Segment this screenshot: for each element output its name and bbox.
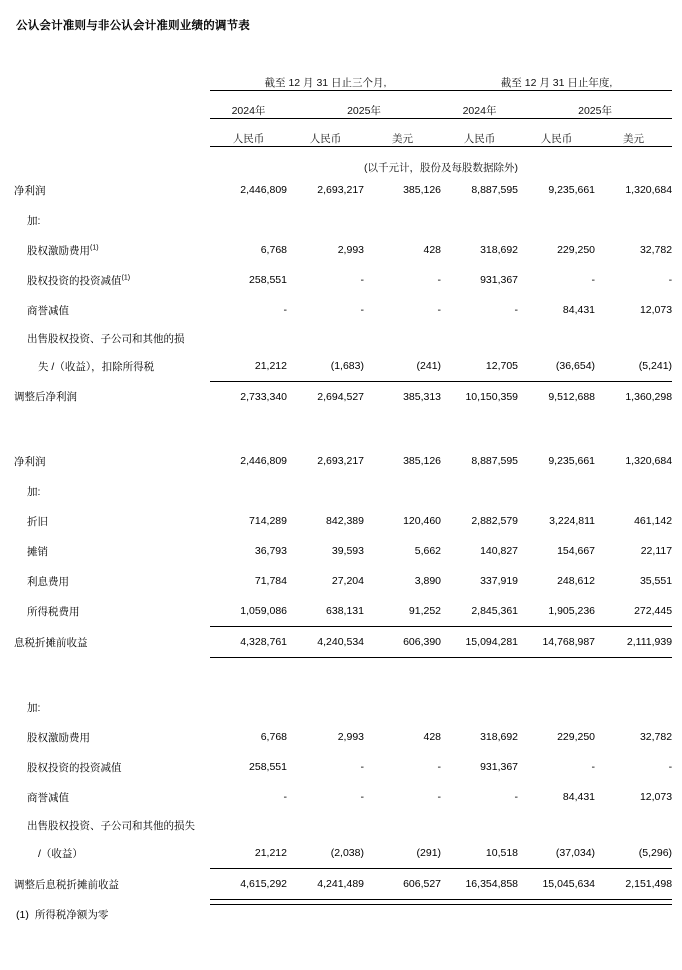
row-value: - xyxy=(591,274,596,286)
rule-segment xyxy=(364,900,441,905)
table-row xyxy=(14,382,672,413)
header-currency-4: 人民币 xyxy=(441,119,518,147)
header-row-units xyxy=(14,147,672,176)
row-value: 9,235,661 xyxy=(548,184,596,196)
rule-segment xyxy=(441,900,518,905)
row-value xyxy=(287,476,364,506)
row-value: 337,919 xyxy=(480,575,519,587)
header-year-q-2025: 2025年 xyxy=(287,91,441,119)
row-value: (5,241) xyxy=(638,360,673,372)
row-value: - xyxy=(283,791,287,803)
row-value: 154,667 xyxy=(557,545,596,557)
footnote-mark: (1) xyxy=(16,909,29,921)
row-footnote-marker: (1) xyxy=(121,274,131,281)
header-spacer-years xyxy=(14,91,210,119)
table-row xyxy=(14,325,672,351)
units-note: (以千元计，股份及每股数据除外) xyxy=(364,162,519,174)
row-value xyxy=(441,205,518,235)
table-row xyxy=(14,722,672,752)
footnote-1 xyxy=(16,907,108,922)
row-value: 385,126 xyxy=(403,184,442,196)
row-value: 385,126 xyxy=(403,455,442,467)
header-spacer-currency xyxy=(14,119,210,147)
row-value: (5,296) xyxy=(638,847,673,859)
row-value: 2,693,217 xyxy=(317,184,364,196)
row-value: 2,151,498 xyxy=(595,869,672,900)
row-value: 21,212 xyxy=(254,360,287,372)
header-currency-2: 人民币 xyxy=(287,119,364,147)
row-value: 2,446,809 xyxy=(240,184,287,196)
row-value xyxy=(364,692,441,722)
rule-segment xyxy=(210,900,287,905)
rule-segment xyxy=(595,900,672,905)
row-value: 4,240,534 xyxy=(287,627,364,658)
row-value xyxy=(441,812,518,838)
row-value: 428 xyxy=(423,731,442,743)
row-value: 10,518 xyxy=(485,847,519,859)
row-value: - xyxy=(668,274,673,286)
row-value: 2,111,939 xyxy=(595,627,672,658)
row-value: 2,993 xyxy=(337,244,364,256)
row-value: - xyxy=(668,761,673,773)
row-value xyxy=(210,692,287,722)
row-value: - xyxy=(437,791,442,803)
page-title: 公认会计准则与非公认会计准则业绩的调节表 xyxy=(16,20,250,32)
row-value: 318,692 xyxy=(480,731,519,743)
row-value xyxy=(210,205,287,235)
row-value: (291) xyxy=(416,847,442,859)
table-row xyxy=(14,476,672,506)
rule-segment xyxy=(287,900,364,905)
row-value: 8,887,595 xyxy=(471,184,519,196)
rule-segment xyxy=(518,900,595,905)
row-value xyxy=(595,205,672,235)
row-value xyxy=(364,205,441,235)
table-header xyxy=(14,60,672,175)
row-value xyxy=(210,812,287,838)
row-value: 258,551 xyxy=(249,761,287,773)
row-value xyxy=(595,325,672,351)
row-value: 1,320,684 xyxy=(625,184,673,196)
header-row-periods xyxy=(14,60,672,91)
row-value xyxy=(518,205,595,235)
header-year-y-2025: 2025年 xyxy=(518,91,672,119)
row-value: 428 xyxy=(423,244,442,256)
row-value: 32,782 xyxy=(639,731,673,743)
row-value xyxy=(441,325,518,351)
row-label: 加: xyxy=(27,214,41,227)
row-value: 2,693,217 xyxy=(317,455,364,467)
row-value: - xyxy=(360,761,364,773)
row-value: (36,654) xyxy=(555,360,596,372)
table-row xyxy=(14,596,672,627)
row-value: 638,131 xyxy=(326,605,364,617)
row-label: 失 /（收益），扣除所得税 xyxy=(38,360,155,373)
row-value: 4,241,489 xyxy=(287,869,364,900)
row-value xyxy=(364,812,441,838)
row-value: (241) xyxy=(416,360,442,372)
row-value: 229,250 xyxy=(557,244,596,256)
row-value xyxy=(595,476,672,506)
row-label: 商誉减值 xyxy=(27,791,69,804)
header-year-y-2024: 2024年 xyxy=(441,91,518,119)
row-value: 12,073 xyxy=(639,791,673,803)
row-value: 1,059,086 xyxy=(240,605,287,617)
row-value: - xyxy=(360,791,364,803)
row-label: 调整后息税折摊前收益 xyxy=(14,878,119,891)
header-currency-3: 美元 xyxy=(364,119,441,147)
row-value: (37,034) xyxy=(555,847,596,859)
row-value: 36,793 xyxy=(254,545,287,557)
row-value xyxy=(518,692,595,722)
row-footnote-marker: (1) xyxy=(90,244,99,251)
row-value: 9,235,661 xyxy=(548,455,596,467)
row-value xyxy=(595,692,672,722)
row-value: 2,882,579 xyxy=(471,515,519,527)
row-value: 120,460 xyxy=(403,515,442,527)
row-value: 1,320,684 xyxy=(625,455,673,467)
row-spacer xyxy=(14,412,672,446)
row-value: 2,446,809 xyxy=(240,455,287,467)
header-currency-1: 人民币 xyxy=(210,119,287,147)
table-row xyxy=(14,782,672,812)
table-row xyxy=(14,627,672,658)
row-value: 9,512,688 xyxy=(518,382,595,413)
row-value xyxy=(518,812,595,838)
rule-spacer xyxy=(14,900,210,905)
table-body xyxy=(14,175,672,905)
header-spacer xyxy=(14,60,210,91)
table-row xyxy=(14,295,672,325)
row-value: 1,360,298 xyxy=(595,382,672,413)
row-value xyxy=(210,476,287,506)
row-value: - xyxy=(360,304,364,316)
row-value: 84,431 xyxy=(562,791,596,803)
row-value: 318,692 xyxy=(480,244,519,256)
row-value xyxy=(287,325,364,351)
row-value: 14,768,987 xyxy=(518,627,595,658)
row-value: - xyxy=(514,791,519,803)
row-label: 加: xyxy=(27,701,41,714)
row-value: 248,612 xyxy=(557,575,596,587)
row-value: 385,313 xyxy=(364,382,441,413)
section-gap xyxy=(14,658,672,693)
table-row xyxy=(14,205,672,235)
row-value: 35,551 xyxy=(639,575,673,587)
reconciliation-table xyxy=(14,60,672,905)
row-value: 91,252 xyxy=(408,605,442,617)
row-value: 71,784 xyxy=(254,575,287,587)
row-value: 21,212 xyxy=(254,847,287,859)
header-currency-5: 人民币 xyxy=(518,119,595,147)
row-value: 12,073 xyxy=(639,304,673,316)
table-row xyxy=(14,869,672,900)
header-period-three-months: 截至 12 月 31 日止三个月, xyxy=(210,60,441,91)
table-row xyxy=(14,446,672,476)
row-value: 1,905,236 xyxy=(548,605,596,617)
row-label: 股权激励费用 xyxy=(27,731,90,744)
row-value: 22,117 xyxy=(640,545,673,557)
row-spacer xyxy=(14,658,672,693)
row-value: 15,094,281 xyxy=(441,627,518,658)
row-label: 利息费用 xyxy=(27,575,69,588)
row-value: 6,768 xyxy=(260,731,287,743)
row-value: 16,354,858 xyxy=(441,869,518,900)
row-value xyxy=(595,812,672,838)
row-value xyxy=(287,812,364,838)
row-value: (2,038) xyxy=(330,847,364,859)
row-value: - xyxy=(437,761,442,773)
row-value: - xyxy=(514,304,519,316)
row-value: 10,150,359 xyxy=(441,382,518,413)
row-value xyxy=(518,476,595,506)
row-label: 净利润 xyxy=(14,455,46,468)
row-value: 229,250 xyxy=(557,731,596,743)
table-row xyxy=(14,235,672,265)
row-value: 258,551 xyxy=(249,274,287,286)
row-value: 842,389 xyxy=(326,515,364,527)
row-value: 272,445 xyxy=(634,605,673,617)
row-label: /（收益） xyxy=(38,847,83,860)
row-value: (1,683) xyxy=(330,360,364,372)
row-label: 摊销 xyxy=(27,545,48,558)
section-gap xyxy=(14,412,672,446)
table-row xyxy=(14,838,672,869)
row-value: 2,694,527 xyxy=(287,382,364,413)
row-value: 5,662 xyxy=(414,545,442,557)
row-label: 出售股权投资、子公司和其他的损 xyxy=(27,332,185,345)
row-value: 32,782 xyxy=(639,244,673,256)
table-row xyxy=(14,752,672,782)
row-label: 股权激励费用$^{(1)}$ xyxy=(27,244,99,257)
row-value xyxy=(518,325,595,351)
row-value: 931,367 xyxy=(480,274,519,286)
row-value: 3,224,811 xyxy=(549,515,596,527)
header-year-q-2024: 2024年 xyxy=(210,91,287,119)
table-row xyxy=(14,812,672,838)
row-value: 12,705 xyxy=(485,360,519,372)
row-value xyxy=(210,325,287,351)
row-value xyxy=(287,205,364,235)
row-value: 15,045,634 xyxy=(518,869,595,900)
row-label: 调整后净利润 xyxy=(14,391,77,404)
row-label: 折旧 xyxy=(27,515,48,528)
row-label: 加: xyxy=(27,485,41,498)
row-value: 2,733,340 xyxy=(210,382,287,413)
row-value: 6,768 xyxy=(260,244,287,256)
row-label: 息税折摊前收益 xyxy=(14,636,88,649)
table-row xyxy=(14,265,672,295)
row-value: 606,527 xyxy=(364,869,441,900)
row-value: 931,367 xyxy=(480,761,519,773)
row-value: 4,615,292 xyxy=(210,869,287,900)
row-value: - xyxy=(591,761,596,773)
row-label: 出售股权投资、子公司和其他的损失 xyxy=(27,819,195,832)
footnote-text: 所得税净额为零 xyxy=(34,909,109,921)
row-value: - xyxy=(283,304,287,316)
row-label: 净利润 xyxy=(14,184,46,197)
row-value xyxy=(441,692,518,722)
row-value: 27,204 xyxy=(331,575,364,587)
closing-double-rule xyxy=(14,900,672,905)
row-value xyxy=(364,476,441,506)
table-row xyxy=(14,692,672,722)
row-label: 股权投资的投资减值 xyxy=(27,761,122,774)
header-spacer-units xyxy=(14,147,210,176)
row-value: 2,993 xyxy=(337,731,364,743)
header-row-currencies xyxy=(14,119,672,147)
row-value: 8,887,595 xyxy=(471,455,519,467)
row-value: - xyxy=(360,274,364,286)
row-value: 2,845,361 xyxy=(471,605,519,617)
row-value: - xyxy=(437,304,442,316)
table-row xyxy=(14,506,672,536)
row-value: 461,142 xyxy=(634,515,673,527)
row-label: 所得税费用 xyxy=(27,605,80,618)
table-row xyxy=(14,566,672,596)
row-value: 84,431 xyxy=(562,304,596,316)
header-period-full-year: 截至 12 月 31 日止年度, xyxy=(441,60,672,91)
row-value: 606,390 xyxy=(364,627,441,658)
row-value: 3,890 xyxy=(414,575,442,587)
table-row xyxy=(14,351,672,382)
header-currency-6: 美元 xyxy=(595,119,672,147)
header-row-years xyxy=(14,91,672,119)
table-row xyxy=(14,536,672,566)
row-value: 140,827 xyxy=(480,545,519,557)
row-value xyxy=(441,476,518,506)
table-row xyxy=(14,175,672,205)
row-value: 4,328,761 xyxy=(210,627,287,658)
row-label: 股权投资的投资减值$^{(1)}$ xyxy=(27,274,131,287)
row-value: 714,289 xyxy=(249,515,287,527)
row-label: 商誉减值 xyxy=(27,304,69,317)
row-value xyxy=(364,325,441,351)
row-value: - xyxy=(437,274,442,286)
row-value xyxy=(287,692,364,722)
row-value: 39,593 xyxy=(331,545,364,557)
